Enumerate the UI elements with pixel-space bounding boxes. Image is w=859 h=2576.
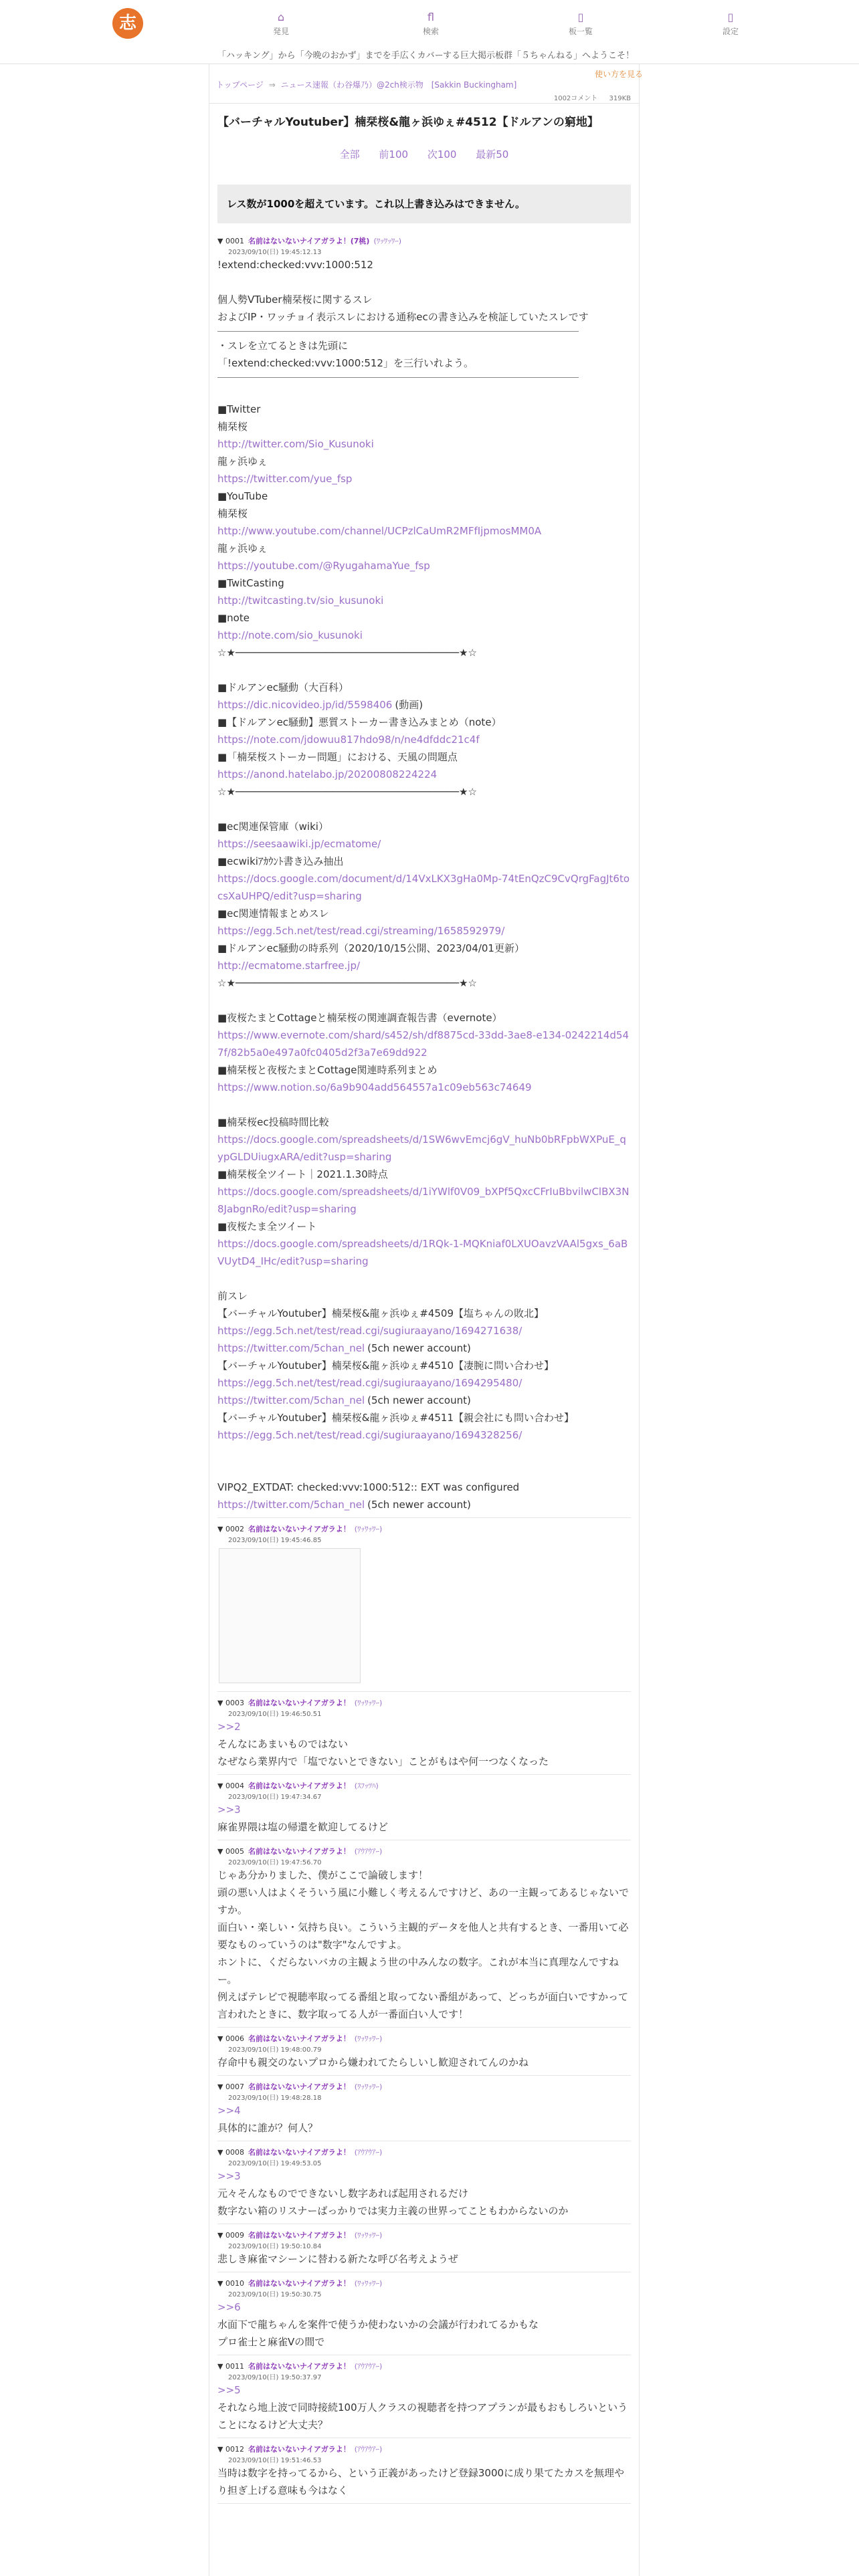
post-line (217, 2316, 631, 2333)
post-text: 楠栞桜 (217, 508, 248, 520)
post-text: ■ecwikiｱｶｳﾝﾄ書き込み抽出 (217, 855, 344, 867)
post-date: 2023/09/10(日) 19:45:46.85 (228, 1537, 322, 1544)
post-date: 2023/09/10(日) 19:49:53.05 (228, 2160, 322, 2167)
post-body (217, 1548, 631, 1683)
comment-count: 1002コメント (553, 95, 598, 102)
post-line (217, 714, 631, 731)
post (217, 2028, 631, 2076)
post-link[interactable]: https://egg.5ch.net/test/read.cgi/sugiuraayano/1694328256/ (217, 1429, 522, 1441)
poster-name: 名前はないないナイアガラよ！ (248, 2034, 351, 2043)
post-line (217, 1735, 631, 1753)
poster-name: 名前はないないナイアガラよ！ (248, 2279, 351, 2288)
post-line (217, 2399, 631, 2434)
thread-container (209, 64, 643, 2576)
separator-line (217, 331, 579, 332)
post-number[interactable]: ▼ 0006 (217, 2034, 244, 2043)
post-line (217, 905, 631, 922)
post (217, 1775, 631, 1840)
post-line (217, 592, 631, 609)
post-text: 楠栞桜 (217, 421, 248, 433)
breadcrumb-user[interactable]: [Sakkin Buckingham] (431, 80, 517, 90)
post-body (217, 1801, 631, 1836)
post-text: ■ドルアンec騒動（大百科） (217, 681, 349, 693)
post-body (217, 2250, 631, 2268)
post-text: 麻雀界隈は塩の帰還を歓迎してるけど (217, 1821, 389, 1833)
post-text: ■YouTube (217, 490, 268, 502)
post-text: およびIP・ワッチョイ表示スレにおける通称ecの書き込みを検証していたスレです (217, 311, 589, 323)
post-date: 2023/09/10(日) 19:47:56.70 (228, 1859, 322, 1866)
pager (209, 147, 639, 161)
ascii-art-image (219, 1548, 361, 1683)
post-line (217, 401, 631, 418)
post-line (217, 627, 631, 644)
post-line (217, 2185, 631, 2202)
gear-icon: ▯ (727, 11, 734, 23)
post-header (217, 1780, 631, 1791)
post-line (217, 308, 631, 326)
link-note: (5ch newer account) (367, 1394, 471, 1406)
house-icon: ⌂ (277, 11, 285, 23)
post-line (217, 1409, 631, 1426)
post-line (217, 853, 631, 870)
post-line (217, 2298, 631, 2316)
post-number[interactable]: ▼ 0011 (217, 2362, 244, 2371)
post-body (217, 256, 631, 1513)
post-line (217, 418, 631, 435)
post-line (217, 1218, 631, 1235)
post-line (217, 453, 631, 470)
link-note: (5ch newer account) (367, 1342, 471, 1354)
poster-id[interactable]: (ｱｳｱｳｱｰ) (354, 2445, 383, 2454)
nav-settings-label: 設定 (722, 27, 739, 36)
blank-line (217, 1270, 631, 1287)
post-text: ■Twitter (217, 403, 261, 415)
post-text: 悲しき麻雀マシーンに替わる新たな呼び名考えようぜ (217, 2253, 458, 2265)
post-text: ☆★─────────────────────────────────────★☆ (217, 647, 477, 659)
post-line (217, 748, 631, 766)
poster-name: 名前はないないナイアガラよ！ (248, 2082, 351, 2091)
post-number[interactable]: ▼ 0005 (217, 1847, 244, 1856)
post-text: 「!extend:checked:vvv:1000:512」を三行いれよう。 (217, 357, 474, 369)
post-line (217, 557, 631, 574)
post-body (217, 1866, 631, 2023)
post-line (217, 488, 631, 505)
post-line (217, 609, 631, 627)
post-line (217, 1009, 631, 1027)
post-line (217, 870, 631, 905)
poster-name: 名前はないないナイアガラよ！ (248, 2362, 351, 2371)
post (217, 1518, 631, 1692)
post-link[interactable]: https://dic.nicovideo.jp/id/5598406 (217, 699, 393, 711)
post-link[interactable]: https://twitter.com/5chan_nel (217, 1394, 365, 1406)
post-date: 2023/09/10(日) 19:47:34.67 (228, 1794, 322, 1801)
post-text: !extend:checked:vvv:1000:512 (217, 259, 373, 271)
post-text: ■【ドルアンec騒動】悪質ストーカー書き込みまとめ（note） (217, 716, 502, 728)
nav-board-list[interactable] (554, 11, 607, 37)
post-text: ■ドルアンec騒動の時系列（2020/10/15公開、2023/04/01更新） (217, 942, 524, 954)
post-line (217, 1818, 631, 1836)
post-text: ■TwitCasting (217, 577, 284, 589)
post-header (217, 2033, 631, 2044)
separator-line (217, 377, 579, 378)
post-line (217, 2054, 631, 2071)
pager-prev-100[interactable]: 前100 (379, 148, 409, 160)
post-text: 前スレ (217, 1290, 248, 1302)
post-number[interactable]: ▼ 0012 (217, 2445, 244, 2454)
post-line (217, 1479, 631, 1496)
post-text: 【バーチャルYoutuber】楠栞桜&龍ヶ浜ゆぇ#4509【塩ちゃんの敗北】 (217, 1307, 545, 1319)
breadcrumb-board-link[interactable]: ニュース速報（わ谷爆乃）@2ch検示物 (280, 80, 423, 90)
post-line (217, 1753, 631, 1770)
post (217, 2141, 631, 2224)
post-line (217, 1113, 631, 1131)
post-body (217, 2167, 631, 2220)
post-number[interactable]: ▼ 0002 (217, 1525, 244, 1533)
post-line (217, 1866, 631, 1884)
poster-id[interactable]: (ｱｳｱｳｱｰ) (354, 2362, 383, 2371)
post-line (217, 1027, 631, 1061)
post-text: ■楠栞桜全ツイート｜2021.1.30時点 (217, 1168, 388, 1180)
post-text: ■楠栞桜ec投稿時間比較 (217, 1116, 329, 1128)
post-date: 2023/09/10(日) 19:48:00.79 (228, 2046, 322, 2054)
post-link[interactable]: https://egg.5ch.net/test/read.cgi/streaming/1658592979/ (217, 925, 505, 937)
post-link[interactable]: https://docs.google.com/spreadsheets/d/1iYWlf0V09_bXPf5QxcCFrIuBbvilwClBX3N8JabgnRo/edit?usp=sharing (217, 1186, 630, 1215)
blank-line (217, 274, 631, 291)
post-header (217, 235, 631, 246)
poster-id[interactable]: (ﾜｯﾜｯﾜｰ) (354, 2231, 383, 2240)
post-line (217, 1287, 631, 1305)
post-link[interactable]: https://www.evernote.com/shard/s452/sh/df8875cd-33dd-3ae8-e134-0242214d547f/82b5a0e497a0fc0405d2f3a7e69dd922 (217, 1029, 630, 1059)
post-line (217, 337, 631, 354)
thread-size: 319KB (609, 95, 631, 102)
post-line (217, 1392, 631, 1409)
nav-search-label: 検索 (422, 27, 439, 36)
post-line (217, 2333, 631, 2351)
poster-id[interactable]: (ﾜｯﾜｯﾜｰ) (354, 2034, 383, 2043)
post (217, 2076, 631, 2141)
post-line (217, 2250, 631, 2268)
post-line (217, 1426, 631, 1444)
post-body (217, 2464, 631, 2499)
post-body (217, 2381, 631, 2434)
post-line (217, 1884, 631, 1919)
post-date: 2023/09/10(日) 19:48:28.18 (228, 2095, 322, 2102)
post-text: VIPQ2_EXTDAT: checked:vvv:1000:512:: EXT was configured (217, 1481, 520, 1493)
post-date: 2023/09/10(日) 19:50:30.75 (228, 2291, 322, 2298)
post-number[interactable]: ▼ 0007 (217, 2082, 244, 2091)
breadcrumb-top-link[interactable]: トップページ (216, 80, 264, 90)
pager-latest-50[interactable]: 最新50 (476, 148, 509, 160)
post-header (217, 2444, 631, 2454)
poster-name: 名前はないないナイアガラよ！ (248, 1847, 351, 1856)
post-line (217, 574, 631, 592)
post-header (217, 2361, 631, 2371)
post-line (217, 1079, 631, 1096)
post-text: 存命中も親交のないプロから嫌われてたらしいし歓迎されてんのかね (217, 2056, 529, 2068)
post-text: ■「楠栞桜ストーカー問題」における、天風の問題点 (217, 751, 458, 763)
post-header (217, 2147, 631, 2157)
post-link[interactable]: https://seesaawiki.jp/ecmatome/ (217, 838, 381, 850)
post-link[interactable]: https://egg.5ch.net/test/read.cgi/sugiuraayano/1694271638/ (217, 1325, 522, 1337)
post-text: それなら地上波で同時接続100万人クラスの視聴者を持つアプランが最もおもしろいということになるけど大丈夫？ (217, 2401, 628, 2431)
post-text: 面白い・楽しい・気持ち良い。こういう主観的データを他人と共有するとき、一番用いて必要なものっていうのは"数字"なんですよ。 (217, 1921, 629, 1951)
post-link[interactable]: https://docs.google.com/spreadsheets/d/1SW6wvEmcj6gV_huNb0bRFpbWXPuE_qypGLDUiugxARA/edit?usp=sharing (217, 1134, 626, 1163)
post-text: ■ec関連情報まとめスレ (217, 907, 329, 920)
post-line (217, 2102, 631, 2119)
post-line (217, 1953, 631, 1988)
post-line (217, 2464, 631, 2499)
post-text: ☆★─────────────────────────────────────★☆ (217, 977, 477, 989)
post-text: 数字ない箱のリスナーばっかりでは実力主義の世界ってこともわからないのか (217, 2205, 569, 2217)
site-logo[interactable]: 志 (112, 8, 143, 39)
post-line (217, 1061, 631, 1079)
post-link[interactable]: >>2 (217, 1721, 241, 1733)
post-text: 【バーチャルYoutuber】楠栞桜&龍ヶ浜ゆぇ#4511【親会社にも問い合わせ】 (217, 1412, 575, 1424)
post-number[interactable]: ▼ 0008 (217, 2148, 244, 2157)
thread-stats (545, 92, 631, 102)
post-link[interactable]: https://twitter.com/5chan_nel (217, 1499, 365, 1511)
nav-discover-label: 発見 (272, 27, 289, 36)
post-line (217, 540, 631, 557)
post-line (217, 818, 631, 835)
post-body (217, 2102, 631, 2137)
link-note: (5ch newer account) (367, 1499, 471, 1511)
post-line (217, 522, 631, 540)
post-line (217, 470, 631, 488)
post (217, 2272, 631, 2355)
post-text: 元々そんなものでできないし数字あれば起用されるだけ (217, 2187, 469, 2199)
post-line (217, 679, 631, 696)
post-line (217, 644, 631, 661)
nav-board-list-label: 板一覧 (568, 27, 593, 36)
post-link[interactable]: https://egg.5ch.net/test/read.cgi/sugiuraayano/1694295480/ (217, 1377, 522, 1389)
poster-id[interactable]: (ﾜｯﾜｯﾜｰ) (354, 2082, 383, 2091)
breadcrumb-arrow: ⇒ (268, 80, 276, 90)
poster-name: 名前はないないナイアガラよ！ (248, 1525, 351, 1533)
post-link[interactable]: >>5 (217, 2384, 241, 2396)
post-body (217, 2298, 631, 2351)
post-link[interactable]: https://youtube.com/@RyugahamaYue_fsp (217, 560, 430, 572)
post-link[interactable]: http://www.youtube.com/channel/UCPzlCaUmR2MFfIjpmosMM0A (217, 525, 542, 537)
post-number[interactable]: ▼ 0003 (217, 1699, 244, 1707)
post-line (217, 1988, 631, 2023)
blank-line (217, 661, 631, 679)
post-line (217, 783, 631, 800)
post (217, 2224, 631, 2272)
post-line (217, 354, 631, 372)
post (217, 2438, 631, 2504)
post-text: 当時は数字を持ってるから、という正義があったけど登録3000に成り果てたカスを無理やり担ぎ上げる意味も今はなく (217, 2467, 625, 2496)
post-date: 2023/09/10(日) 19:45:12.13 (228, 249, 322, 256)
post-number[interactable]: ▼ 0010 (217, 2279, 244, 2288)
post-line (217, 974, 631, 992)
poster-id[interactable]: (ｽﾌｯﾂﾊ) (354, 1782, 379, 1790)
post-text: 龍ヶ浜ゆぇ (217, 455, 268, 467)
post-link[interactable]: >>3 (217, 1804, 241, 1816)
post-header (217, 2278, 631, 2288)
post-date: 2023/09/10(日) 19:51:46.53 (228, 2457, 322, 2464)
poster-id[interactable]: (ﾜｯﾜｯﾜｰ) (354, 1699, 383, 1707)
search-icon: fl (427, 11, 435, 23)
post-text: 【バーチャルYoutuber】楠栞桜&龍ヶ浜ゆぇ#4510【凄腕に問い合わせ】 (217, 1360, 555, 1372)
poster-id[interactable]: (ｱｳｱｳｱｰ) (354, 1847, 383, 1856)
post-link[interactable]: https://docs.google.com/document/d/14VxLKX3gHa0Mp-74tEnQzC9CvQrgFagJt6tocsXaUHPQ/edit?usp=sharing (217, 873, 630, 902)
post-link[interactable]: https://anond.hatelabo.jp/20200808224224 (217, 768, 438, 780)
post-line (217, 1131, 631, 1166)
post-line (217, 835, 631, 853)
post-line (217, 922, 631, 940)
post-text: そんなにあまいものではない (217, 1738, 349, 1750)
post-line (217, 291, 631, 308)
post-link[interactable]: >>4 (217, 2105, 241, 2117)
poster-id[interactable]: (ｱｳｱｳｱｰ) (354, 2148, 383, 2157)
post-line (217, 505, 631, 522)
post-header (217, 1697, 631, 1708)
thread-title: 【バーチャルYoutuber】楠栞桜&龍ヶ浜ゆぇ#4512【ドルアンの窮地】 (217, 116, 599, 129)
poster-name: 名前はないないナイアガラよ！ (248, 2445, 351, 2454)
post-text: 具体的に誰が？何人？ (217, 2122, 318, 2134)
post-line (217, 1801, 631, 1818)
post-line (217, 1305, 631, 1322)
blank-line (217, 992, 631, 1009)
post-number[interactable]: ▼ 0001 (217, 237, 244, 245)
post-link[interactable]: http://ecmatome.starfree.jp/ (217, 960, 361, 972)
post-link[interactable]: https://twitter.com/yue_fsp (217, 473, 353, 485)
post-line (217, 731, 631, 748)
post-text: 頭の悪い人はよくそういう風に小難しく考えるんですけど、あの一主観ってあるじゃないですか。 (217, 1887, 630, 1916)
post-line (217, 1183, 631, 1218)
post-text: ■楠栞桜と夜桜たまとCottage関連時系列まとめ (217, 1064, 438, 1076)
post-text: 水面下で龍ちゃんを案件で使うか使わないかの会議が行われてるかもな (217, 2319, 539, 2331)
post-body (217, 1718, 631, 1770)
blank-line (217, 383, 631, 401)
post-line (217, 1322, 631, 1339)
post-header (217, 2081, 631, 2092)
post-link[interactable]: http://twitter.com/Sio_Kusunoki (217, 438, 374, 450)
poster-name: 名前はないないナイアガラよ！ (248, 1699, 351, 1707)
post (217, 2355, 631, 2438)
blank-line (217, 1444, 631, 1461)
post-header (217, 2230, 631, 2240)
post-text: じゃあ分かりました、僕がここで論破します！ (217, 1869, 429, 1881)
poster-name: 名前はないないナイアガラよ！(7桃) (248, 237, 370, 245)
post-link[interactable]: https://note.com/jdowuu817hdo98/n/ne4dfddc21c4f (217, 734, 480, 746)
help-link[interactable]: 使い方を見る (594, 70, 643, 79)
post-line (217, 1357, 631, 1374)
post-text: プロ雀士と麻雀Vの間で (217, 2336, 325, 2348)
post-text: ■夜桜たま全ツイート (217, 1220, 317, 1232)
post-line (217, 766, 631, 783)
post-link[interactable]: https://docs.google.com/spreadsheets/d/1RQk-1-MQKniaf0LXUOavzVAAl5gxs_6aBVUytD4_IHc/edit?usp=sharing (217, 1238, 628, 1267)
post-text: ■夜桜たまとCottageと楠栞桜の関連調査報告書（evernote） (217, 1012, 502, 1024)
welcome-banner: 「ハッキング」から「今晩のおかず」までを手広くカバーする巨大掲示板群「５ちゃんねる」へようこそ！ (217, 51, 634, 61)
post-text: ■ec関連保管庫（wiki） (217, 821, 328, 833)
poster-name: 名前はないないナイアガラよ！ (248, 1782, 351, 1790)
post-header (217, 1523, 631, 1534)
poster-id[interactable]: (ﾜｯﾜｯﾜｰ) (354, 1525, 383, 1533)
nav-settings[interactable] (704, 11, 757, 37)
nav-search[interactable] (404, 11, 458, 37)
post-link[interactable]: https://twitter.com/5chan_nel (217, 1342, 365, 1354)
blank-line (217, 1096, 631, 1113)
poster-id[interactable]: (ﾜｯﾜｯﾜｰ) (354, 2279, 383, 2288)
pager-all[interactable]: 全部 (339, 148, 360, 160)
post-line (217, 256, 631, 274)
post-line (217, 2119, 631, 2137)
post (217, 1840, 631, 2028)
post-line (217, 1374, 631, 1392)
thread-full-notice: レス数が1000を超えています。これ以上書き込みはできません。 (217, 185, 631, 223)
post-body (217, 2054, 631, 2071)
breadcrumb (216, 79, 516, 90)
nav-discover[interactable] (254, 11, 308, 37)
post-line (217, 1235, 631, 1270)
post (217, 1692, 631, 1775)
post-line (217, 1919, 631, 1953)
post-link[interactable]: http://twitcasting.tv/sio_kusunoki (217, 595, 384, 607)
post-number[interactable]: ▼ 0009 (217, 2231, 244, 2240)
divider (209, 103, 639, 104)
post-date: 2023/09/10(日) 19:50:37.97 (228, 2374, 322, 2381)
poster-id[interactable]: (ﾜｯﾜｯﾜｰ) (373, 237, 402, 245)
post-link[interactable]: >>3 (217, 2170, 241, 2182)
post-text: ☆★─────────────────────────────────────★☆ (217, 786, 477, 798)
post-text: 龍ヶ浜ゆぇ (217, 542, 268, 554)
post-number[interactable]: ▼ 0004 (217, 1782, 244, 1790)
poster-name: 名前はないないナイアガラよ！ (248, 2231, 351, 2240)
post-link[interactable]: http://note.com/sio_kusunoki (217, 629, 363, 641)
post-date: 2023/09/10(日) 19:46:50.51 (228, 1711, 322, 1718)
post-link[interactable]: >>6 (217, 2301, 241, 2313)
post (217, 230, 631, 1518)
post-line (217, 1496, 631, 1513)
post-list (217, 230, 631, 2504)
post-text: 個人勢VTuber楠栞桜に関するスレ (217, 294, 373, 306)
post-line (217, 696, 631, 714)
top-navigation (0, 0, 859, 47)
post-line (217, 1339, 631, 1357)
post-text: なぜなら業界内で「塩でないとできない」ことがもはや何一つなくなった (217, 1755, 549, 1767)
post-line (217, 957, 631, 974)
post-line (217, 1166, 631, 1183)
post-line (217, 1718, 631, 1735)
post-line (217, 2167, 631, 2185)
post-text: ホントに、くだらないバカの主観よう世の中みんなの数字。これが本当に真理なんですねー。 (217, 1956, 619, 1985)
post-line (217, 2202, 631, 2220)
post-line (217, 2381, 631, 2399)
pager-next-100[interactable]: 次100 (427, 148, 457, 160)
blank-line (217, 1461, 631, 1479)
post-text: ・スレを立てるときは先頭に (217, 340, 349, 352)
post-date: 2023/09/10(日) 19:50:10.84 (228, 2243, 322, 2250)
post-header (217, 1846, 631, 1856)
post-line (217, 940, 631, 957)
blank-line (217, 800, 631, 818)
list-icon: ▯ (577, 11, 584, 23)
post-line (217, 435, 631, 453)
post-text: ■note (217, 612, 250, 624)
link-note: (動画) (395, 699, 423, 711)
post-link[interactable]: https://www.notion.so/6a9b904add564557a1c09eb563c74649 (217, 1081, 532, 1093)
post-text: 例えばテレビで視聴率取ってる番組と取ってない番組があって、どっちが面白いですかって言われたときに、数字取ってる人が一番面白い人です！ (217, 1991, 628, 2020)
poster-name: 名前はないないナイアガラよ！ (248, 2148, 351, 2157)
